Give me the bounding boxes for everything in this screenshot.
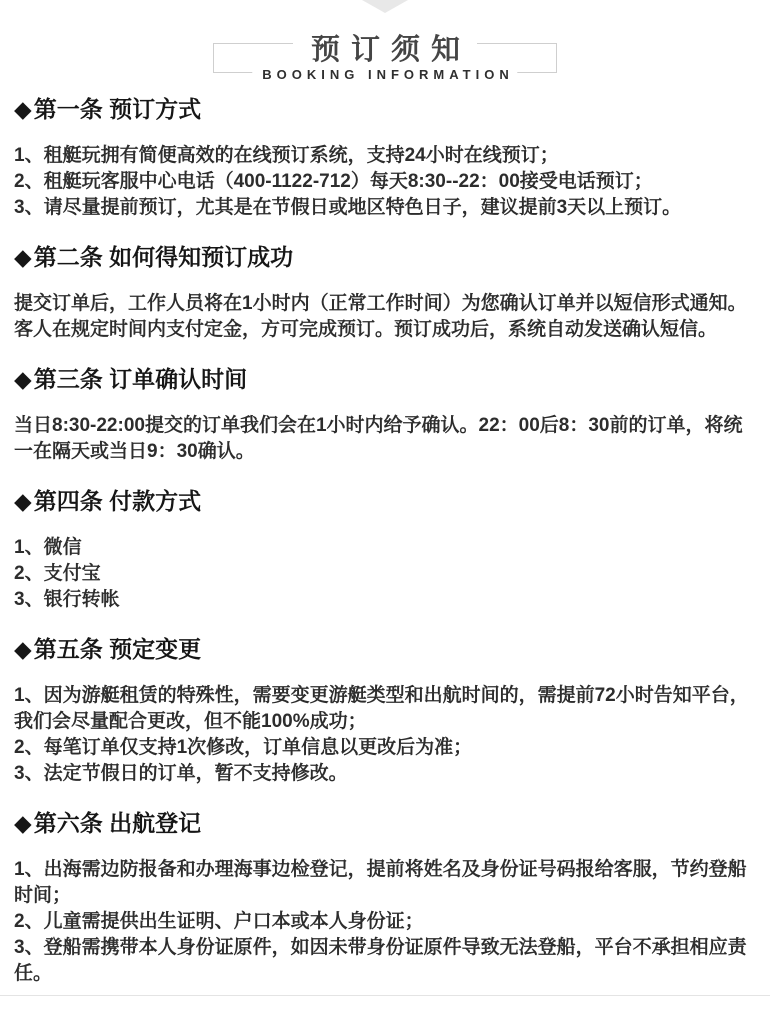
diamond-bullet-icon: ◆ (14, 488, 32, 514)
list-item: 3、请尽量提前预订，尤其是在节假日或地区特色日子，建议提前3天以上预订。 (14, 197, 682, 218)
diamond-bullet-icon: ◆ (14, 96, 32, 122)
list-item: 1、因为游艇租赁的特殊性，需要变更游艇类型和出航时间的，需提前72小时告知平台，我们会尽量配合更改，但不能100%成功； (14, 685, 749, 732)
page-header (213, 34, 557, 82)
section-content (14, 683, 756, 787)
paragraph: 提交订单后，工作人员将在1小时内（正常工作时间）为您确认订单并以短信形式通知。客人在规定时间内支付定金，方可完成预订。预订成功后，系统自动发送确认短信。 (14, 293, 747, 340)
section-departure-registration (14, 809, 756, 987)
paragraph: 当日8:30-22:00提交的订单我们会在1小时内给予确认。22：00后8：30前的订单，将统一在隔天或当日9：30确认。 (14, 415, 743, 462)
section-heading-text: 第六条 出航登记 (33, 810, 202, 836)
section-booking-method (14, 95, 756, 221)
page-title: 预订须知 (293, 27, 477, 68)
section-heading-text: 第二条 如何得知预订成功 (33, 244, 294, 270)
list-item: 1、微信 (14, 537, 82, 558)
section-heading-text: 第三条 订单确认时间 (33, 366, 248, 392)
section-order-confirm-time (14, 365, 756, 465)
page-subtitle: BOOKING INFORMATION (252, 67, 517, 82)
diamond-bullet-icon: ◆ (14, 244, 32, 270)
list-item: 2、租艇玩客服中心电话（400-1122-712）每天8:30--22：00接受电话预订； (14, 171, 653, 192)
section-heading-text: 第一条 预订方式 (33, 96, 202, 122)
section-booking-confirmation (14, 243, 756, 343)
section-heading (14, 487, 756, 515)
section-heading (14, 365, 756, 393)
section-content (14, 143, 756, 221)
list-item: 2、支付宝 (14, 563, 101, 584)
section-heading (14, 635, 756, 663)
document-body (0, 95, 770, 987)
section-heading (14, 809, 756, 837)
list-item: 3、银行转帐 (14, 589, 120, 610)
diamond-bullet-icon: ◆ (14, 636, 32, 662)
section-content (14, 535, 756, 613)
list-item: 3、法定节假日的订单，暂不支持修改。 (14, 763, 348, 784)
list-item: 3、登船需携带本人身份证原件，如因未带身份证原件导致无法登船，平台不承担相应责任。 (14, 937, 747, 984)
section-heading (14, 95, 756, 123)
section-payment-methods (14, 487, 756, 613)
section-heading (14, 243, 756, 271)
section-content (14, 857, 756, 987)
section-heading-text: 第四条 付款方式 (33, 488, 202, 514)
section-heading-text: 第五条 预定变更 (33, 636, 202, 662)
list-item: 1、出海需边防报备和办理海事边检登记，提前将姓名及身份证号码报给客服，节约登船时间； (14, 859, 747, 906)
list-item: 2、儿童需提供出生证明、户口本或本人身份证； (14, 911, 424, 932)
down-arrow-icon (362, 0, 408, 13)
diamond-bullet-icon: ◆ (14, 810, 32, 836)
section-content (14, 413, 756, 465)
diamond-bullet-icon: ◆ (14, 366, 32, 392)
section-content (14, 291, 756, 343)
bottom-divider (0, 995, 770, 996)
section-booking-changes (14, 635, 756, 787)
list-item: 2、每笔订单仅支持1次修改，订单信息以更改后为准； (14, 737, 473, 758)
list-item: 1、租艇玩拥有简便高效的在线预订系统，支持24小时在线预订； (14, 145, 559, 166)
